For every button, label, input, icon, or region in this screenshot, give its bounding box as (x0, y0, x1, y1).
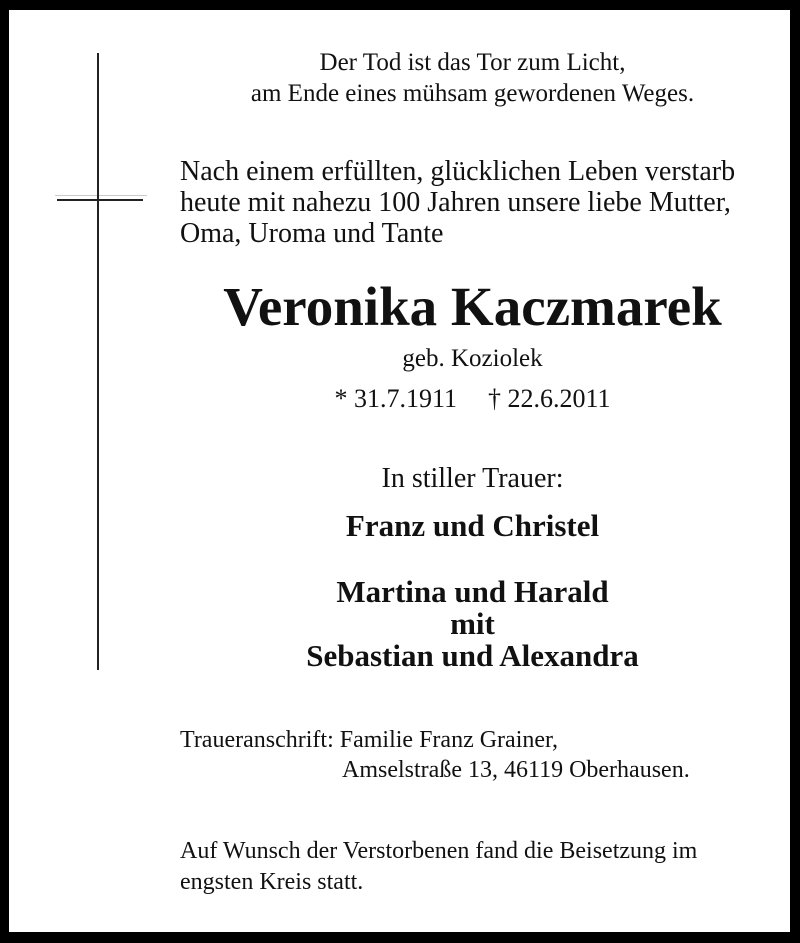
address-street: Amselstraße 13, 46119 Oberhausen. (342, 757, 690, 783)
cross-bar-shadow (55, 195, 147, 196)
cross-horizontal-bar (57, 199, 143, 201)
maiden-name: geb. Koziolek (402, 345, 543, 372)
closing-line: Auf Wunsch der Verstorbenen fand die Beisetzung im (180, 838, 698, 864)
epigraph-line: am Ende eines mühsam gewordenen Weges. (250, 80, 695, 107)
birth-date: * 31.7.1911 (334, 384, 457, 413)
cross-vertical-bar (97, 53, 99, 670)
mourner-line: Franz und Christel (345, 508, 600, 543)
mourner-group (180, 576, 765, 672)
mourner-line: Martina und Harald (336, 574, 609, 609)
address-label: Traueranschrift: (180, 727, 334, 753)
address-name: Familie Franz Grainer, (339, 727, 559, 753)
mourner-line: mit (450, 606, 495, 641)
announcement-text (180, 156, 765, 249)
death-date: † 22.6.2011 (488, 384, 611, 413)
condolence-address (180, 725, 765, 785)
epigraph-line: Der Tod ist das Tor zum Licht, (319, 49, 626, 76)
announcement-line: heute mit nahezu 100 Jahren unsere liebe Mutter, (180, 187, 731, 218)
deceased-name: Veronika Kaczmarek (223, 276, 722, 337)
announcement-line: Nach einem erfüllten, glücklichen Leben verstarb (180, 156, 736, 187)
life-dates (180, 384, 765, 413)
closing-text (180, 836, 765, 898)
closing-line: engsten Kreis statt. (180, 869, 364, 895)
mourning-intro: In stiller Trauer: (381, 463, 564, 494)
mourner-line: Sebastian und Alexandra (306, 638, 639, 673)
announcement-line: Oma, Uroma und Tante (180, 218, 444, 249)
epigraph (180, 47, 765, 109)
